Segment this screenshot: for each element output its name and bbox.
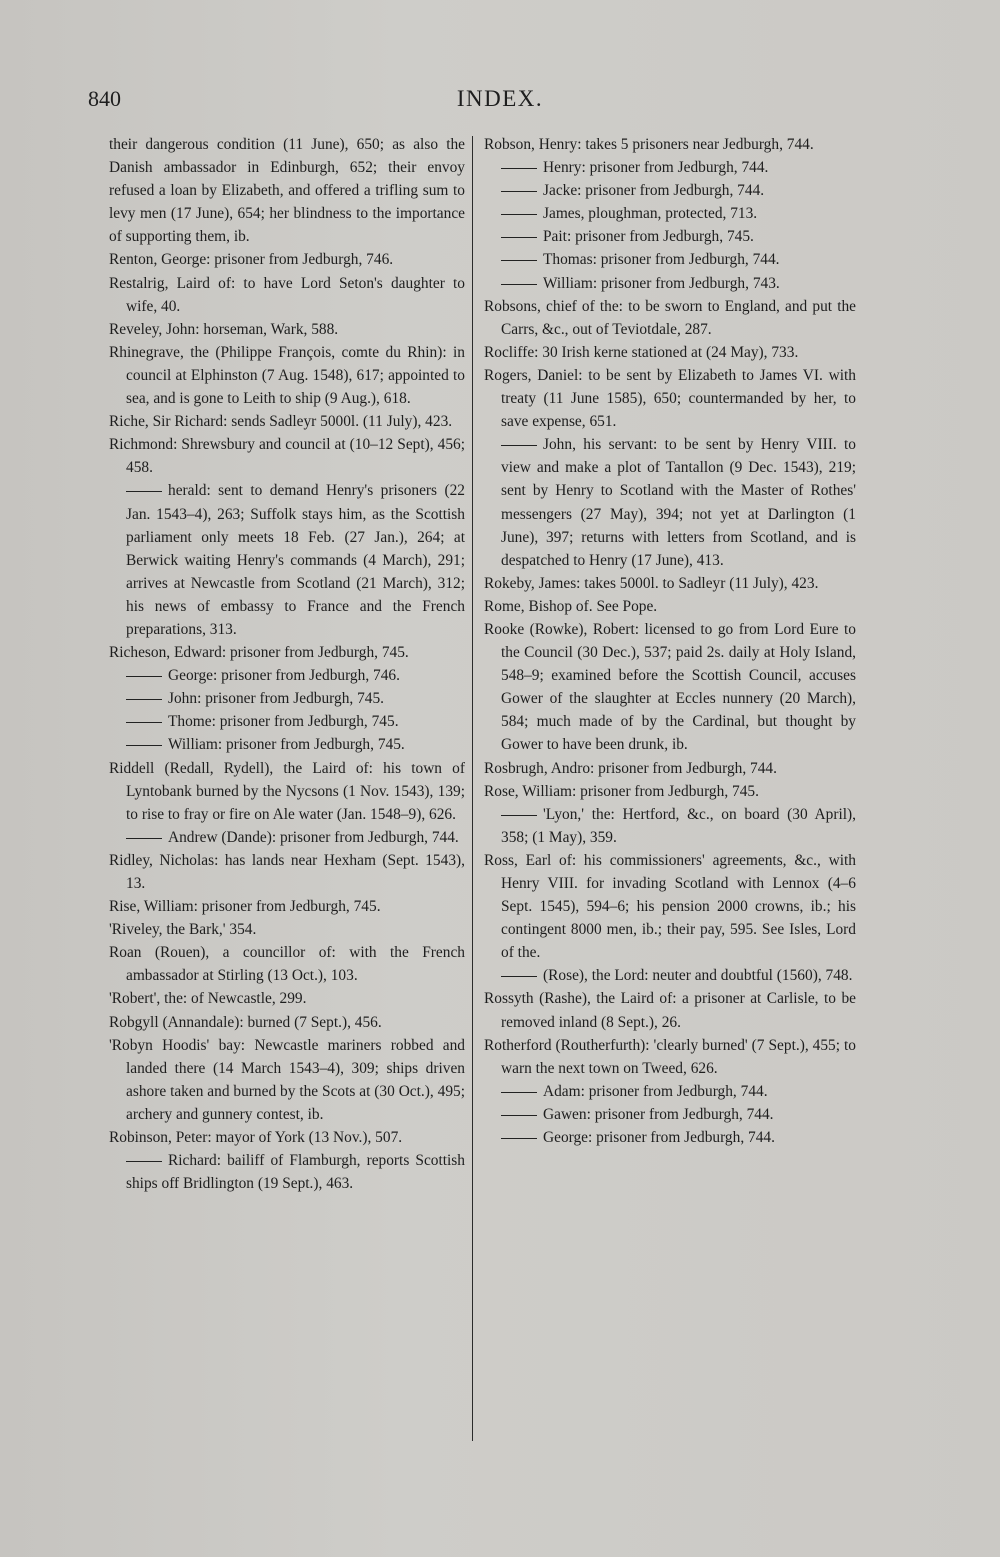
ditto-dash <box>501 1115 537 1116</box>
index-entry <box>484 618 856 757</box>
entry-text: Richard: bailiff of Flamburgh, reports Scottish ships off Bridlington (19 Sept.), 463. <box>126 1152 465 1193</box>
page-number: 840 <box>88 86 121 111</box>
index-subentry <box>484 225 856 248</box>
index-subentry <box>484 202 856 225</box>
index-entry <box>109 1034 465 1126</box>
entry-text: Rooke (Rowke), Robert: licensed to go from Lord Eure to the Council (30 Dec.), 537; paid 2s. daily at Holy Island, 548–9; examined before the Scottish Council, accuses Gower of the slaughter at Eccles nunnery (20 March), 584; much made of by the Cardinal, but thought by Gower to have been drunk, ib. <box>484 620 856 754</box>
index-subentry <box>484 1080 856 1103</box>
entry-text: Robson, Henry: takes 5 prisoners near Jedburgh, 744. <box>484 136 814 153</box>
entry-text: Rossyth (Rashe), the Laird of: a prisoner at Carlisle, to be removed inland (8 Sept.), 26. <box>484 990 856 1031</box>
column-divider <box>472 136 473 1441</box>
entry-text: Renton, George: prisoner from Jedburgh, 746. <box>109 251 394 269</box>
entry-text: Rosbrugh, Andro: prisoner from Jedburgh, 744. <box>484 759 777 777</box>
entry-text: their dangerous condition (11 June), 650; as also the Danish ambassador in Edinburgh, 652; their envoy refused a loan by Elizabeth, and offered a trifling sum to levy men (17 June), 654; her blindness to the importance of supporting them, ib. <box>109 136 465 246</box>
entry-text: Riddell (Redall, Rydell), the Laird of: his town of Lyntobank burned by the Nycsons (1 Nov. 1543), 139; to rise to fray or fire on Ale water (Jan. 1548–9), 626. <box>109 759 465 823</box>
index-subentry <box>484 433 856 572</box>
entry-text: Gawen: prisoner from Jedburgh, 744. <box>543 1105 774 1123</box>
entry-text: William: prisoner from Jedburgh, 743. <box>543 274 780 292</box>
entry-text: Rotherford (Routherfurth): 'clearly burned' (7 Sept.), 455; to warn the next town on Tweed, 626. <box>484 1036 856 1077</box>
entry-text: Robinson, Peter: mayor of York (13 Nov.), 507. <box>109 1129 403 1147</box>
index-entry <box>109 987 465 1010</box>
entry-text: John: prisoner from Jedburgh, 745. <box>168 690 385 708</box>
entry-text: Ross, Earl of: his commissioners' agreements, &c., with Henry VIII. for invading Scotland with Lennox (4–6 Sept. 1545), 594–6; his pension 2000 crowns, ib.; his contingent 8000 men, ib.; their pay, 595. See Isles, Lord of the. <box>484 851 856 962</box>
index-subentry <box>484 803 856 849</box>
entry-text: 'Riveley, the Bark,' 354. <box>109 921 257 939</box>
index-entry <box>484 849 856 964</box>
index-entry <box>484 757 856 780</box>
index-column-left <box>109 133 465 1195</box>
entry-text: Pait: prisoner from Jedburgh, 745. <box>543 228 754 246</box>
index-subentry <box>109 710 465 733</box>
ditto-dash <box>126 491 162 492</box>
index-subentry <box>109 687 465 710</box>
index-subentry <box>109 664 465 687</box>
entry-text: Restalrig, Laird of: to have Lord Seton's daughter to wife, 40. <box>109 274 465 315</box>
ditto-dash <box>126 838 162 839</box>
entry-text: 'Lyon,' the: Hertford, &c., on board (30 April), 358; (1 May), 359. <box>501 805 856 846</box>
ditto-dash <box>126 1161 162 1162</box>
entry-text: Robgyll (Annandale): burned (7 Sept.), 456. <box>109 1013 382 1031</box>
index-entry <box>484 295 856 341</box>
index-subentry <box>109 479 465 641</box>
entry-text: Richeson, Edward: prisoner from Jedburgh, 745. <box>109 644 409 662</box>
index-entry <box>109 341 465 410</box>
entry-text: Rise, William: prisoner from Jedburgh, 745. <box>109 898 381 916</box>
entry-text: herald: sent to demand Henry's prisoners (22 Jan. 1543–4), 263; Suffolk stays him, as the Scottish parliament only meets 18 Feb. (27 Jan.), 264; at Berwick waiting Henry's commands (4 March), 291; arrives at Newcastle from Scotland (21 March), 312; his news of embassy to France and the French preparations, 313. <box>126 482 465 638</box>
ditto-dash <box>501 1092 537 1093</box>
entry-text: 'Robert', the: of Newcastle, 299. <box>109 990 307 1008</box>
entry-text: Rose, William: prisoner from Jedburgh, 745. <box>484 782 759 800</box>
index-subentry <box>109 1149 465 1195</box>
entry-text: Robsons, chief of the: to be sworn to England, and put the Carrs, &c., out of Teviotdale, 287. <box>484 297 856 338</box>
entry-text: 'Robyn Hoodis' bay: Newcastle mariners robbed and landed there (14 March 1543–4), 309; ships driven ashore taken and burned by the Scots at (30 Oct.), 495; archery and gunnery contest, ib. <box>109 1036 465 1123</box>
index-entry <box>109 641 465 664</box>
index-entry <box>109 133 465 248</box>
index-subentry <box>109 733 465 756</box>
index-entry <box>484 780 856 803</box>
ditto-dash <box>126 722 162 723</box>
index-entry <box>484 133 856 156</box>
page-header <box>0 86 1000 116</box>
index-entry <box>484 1034 856 1080</box>
entry-text: Adam: prisoner from Jedburgh, 744. <box>543 1082 768 1100</box>
entry-text: Henry: prisoner from Jedburgh, 744. <box>543 159 769 177</box>
entry-text: Rocliffe: 30 Irish kerne stationed at (24 May), 733. <box>484 343 799 361</box>
entry-text: Thomas: prisoner from Jedburgh, 744. <box>543 251 780 269</box>
index-entry <box>484 595 856 618</box>
index-entry <box>484 572 856 595</box>
index-entry <box>484 364 856 433</box>
entry-text: Jacke: prisoner from Jedburgh, 744. <box>543 182 765 200</box>
entry-text: Thome: prisoner from Jedburgh, 745. <box>168 713 399 731</box>
index-entry <box>109 895 465 918</box>
entry-text: Reveley, John: horseman, Wark, 588. <box>109 320 339 338</box>
entry-text: Rogers, Daniel: to be sent by Elizabeth to James VI. with treaty (11 June 1585), 650; countermanded by her, to save expense, 651. <box>484 366 856 431</box>
entry-text: Rokeby, James: takes 5000l. to Sadleyr (11 July), 423. <box>484 574 819 592</box>
index-column-right <box>484 133 856 1149</box>
ditto-dash <box>501 976 537 977</box>
ditto-dash <box>126 745 162 746</box>
entry-text: Riche, Sir Richard: sends Sadleyr 5000l. (11 July), 423. <box>109 413 453 431</box>
entry-text: George: prisoner from Jedburgh, 744. <box>543 1129 775 1147</box>
index-entry <box>109 757 465 826</box>
entry-text: Roan (Rouen), a councillor of: with the French ambassador at Stirling (13 Oct.), 103. <box>109 944 465 985</box>
index-subentry <box>484 248 856 271</box>
entry-text: Andrew (Dande): prisoner from Jedburgh, 744. <box>168 828 459 846</box>
ditto-dash <box>501 168 537 169</box>
index-subentry <box>484 1126 856 1149</box>
index-entry <box>109 918 465 941</box>
ditto-dash <box>501 815 537 816</box>
index-entry <box>109 272 465 318</box>
running-title: INDEX. <box>456 86 544 111</box>
entry-text: William: prisoner from Jedburgh, 745. <box>168 736 405 754</box>
index-entry <box>109 941 465 987</box>
index-entry <box>109 433 465 479</box>
entry-text: Rome, Bishop of. See Pope. <box>484 597 658 615</box>
ditto-dash <box>501 214 537 215</box>
ditto-dash <box>501 284 537 285</box>
ditto-dash <box>126 699 162 700</box>
entry-text: John, his servant: to be sent by Henry VIII. to view and make a plot of Tantallon (9 Dec. 1543), 219; sent by Henry to Scotland with the Master of Rothes' messengers (27 May), 394; not yet at Darlington (1 June), 397; returns with letters from Scotland, and is despatched to Henry (17 June), 413. <box>501 436 856 569</box>
entry-text: Richmond: Shrewsbury and council at (10–12 Sept), 456; 458. <box>109 436 465 477</box>
entry-text: Rhinegrave, the (Philippe François, comte du Rhin): in council at Elphinston (7 Aug. 1548), 617; appointed to sea, and is gone to Leith to ship (9 Aug.), 618. <box>109 343 465 408</box>
ditto-dash <box>501 445 537 446</box>
entry-text: Ridley, Nicholas: has lands near Hexham (Sept. 1543), 13. <box>109 851 465 892</box>
ditto-dash <box>501 1138 537 1139</box>
index-subentry <box>484 1103 856 1126</box>
index-entry <box>109 410 465 433</box>
entry-text: James, ploughman, protected, 713. <box>543 205 758 223</box>
entry-text: (Rose), the Lord: neuter and doubtful (1560), 748. <box>543 967 853 985</box>
index-entry <box>109 1011 465 1034</box>
entry-text: George: prisoner from Jedburgh, 746. <box>168 667 400 685</box>
index-subentry <box>484 964 856 987</box>
index-entry <box>109 318 465 341</box>
index-subentry <box>109 826 465 849</box>
index-entry <box>109 248 465 271</box>
index-subentry <box>484 272 856 295</box>
index-entry <box>484 341 856 364</box>
ditto-dash <box>501 260 537 261</box>
ditto-dash <box>501 237 537 238</box>
index-subentry <box>484 179 856 202</box>
index-entry <box>109 1126 465 1149</box>
index-subentry <box>484 156 856 179</box>
index-entry <box>484 987 856 1033</box>
index-entry <box>109 849 465 895</box>
ditto-dash <box>126 676 162 677</box>
ditto-dash <box>501 191 537 192</box>
